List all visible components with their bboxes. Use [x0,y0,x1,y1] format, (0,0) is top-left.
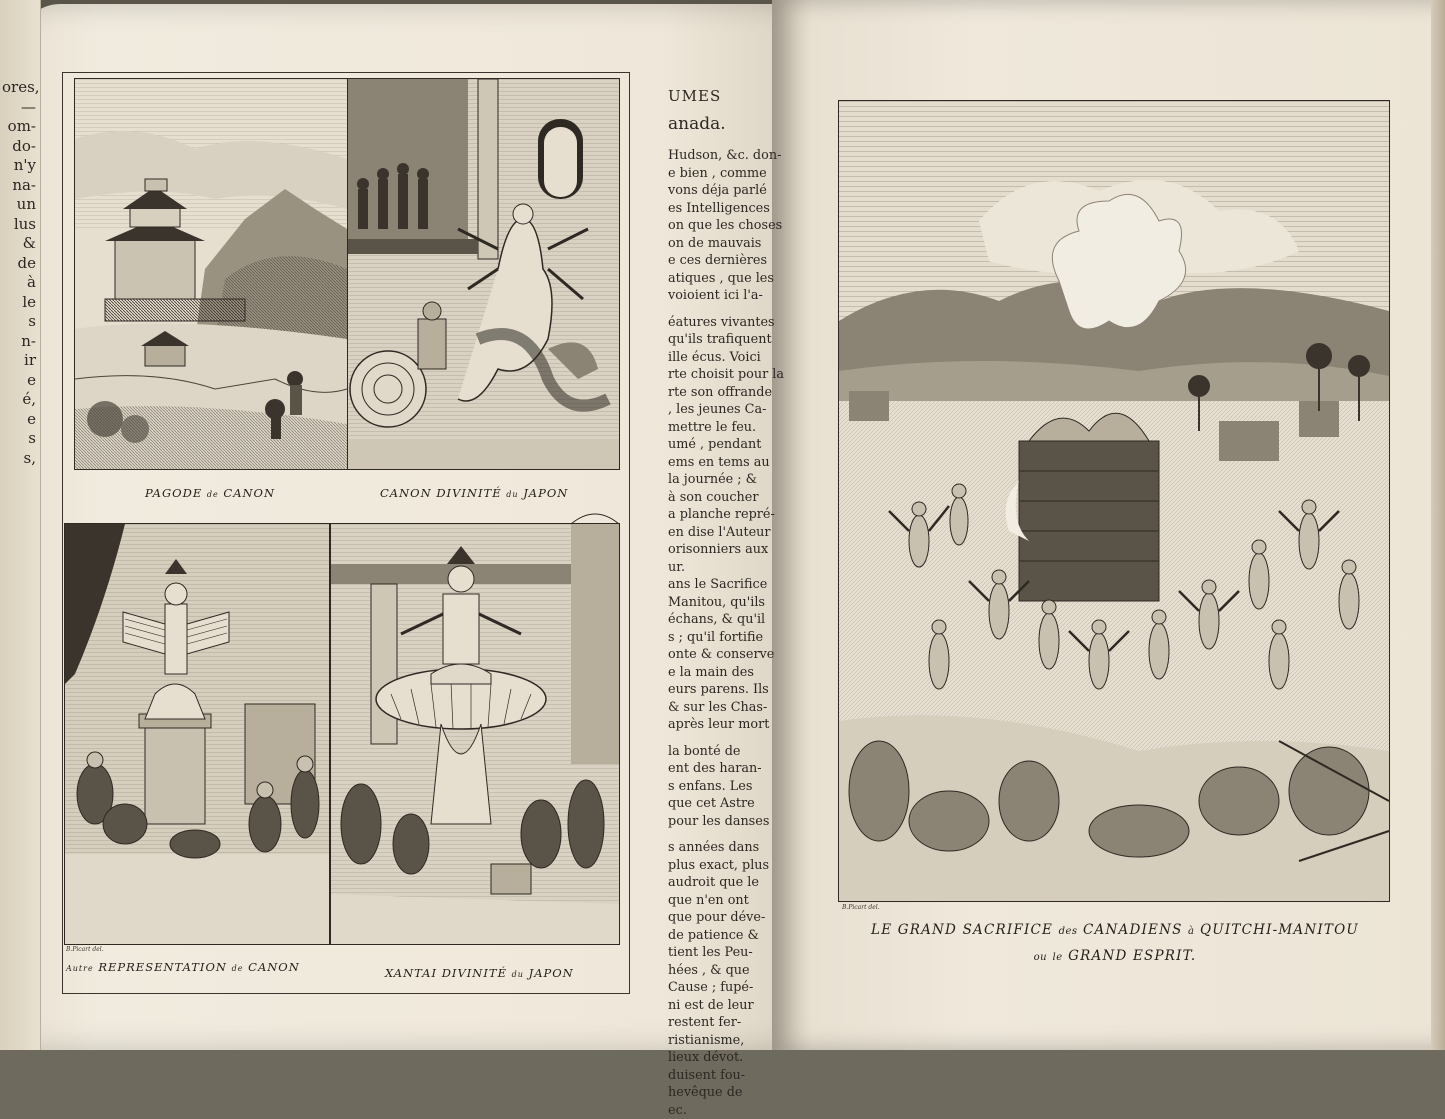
text-line: umé , pendant [668,436,786,454]
edge-text-line: om- [2,117,36,137]
edge-text-line: s [2,312,36,332]
text-line: après leur mort [668,716,786,734]
text-line: ems en tems au [668,454,786,472]
edge-text-line: ores, [2,78,36,98]
text-line: rte choisit pour la [668,366,786,384]
engraving-grand-sacrifice [838,100,1390,902]
text-line: plus exact, plus [668,857,786,875]
text-line: Hudson, &c. don- [668,147,786,165]
edge-text-line: — [2,98,36,118]
text-line: vons déja parlé [668,182,786,200]
edge-text-line: s [2,429,36,449]
left-page-edge [0,0,41,1050]
text-line: que n'en ont [668,892,786,910]
paragraph-4 [668,743,786,831]
edge-text-line: un [2,195,36,215]
caption-grand-sacrifice: LE GRAND SACRIFICE des CANADIENS à QUITCHI-MANITOU ou le GRAND ESPRIT. [820,918,1410,970]
text-line: e bien , comme [668,165,786,183]
text-line: ille écus. Voici [668,349,786,367]
text-line: ec. [668,1102,786,1119]
text-line: a planche repré- [668,506,786,524]
edge-text-line: le [2,293,36,313]
edge-text-line: lus [2,215,36,235]
text-line: restent fer- [668,1014,786,1032]
text-line: orisonniers aux [668,541,786,559]
text-line: que cet Astre [668,795,786,813]
text-line: audroit que le [668,874,786,892]
edge-text-line: e [2,410,36,430]
text-line: Cause ; fupé- [668,979,786,997]
text-line: la journée ; & [668,471,786,489]
paragraph-1 [668,147,786,305]
text-line: hées , & que [668,962,786,980]
edge-text-line: & [2,234,36,254]
text-line: de patience & [668,927,786,945]
text-line: qu'ils trafiquent [668,331,786,349]
engraver-signature-right: B.Picart del. [842,904,880,911]
text-line: échans, & qu'il [668,611,786,629]
column-subheading: anada. [668,116,786,134]
edge-text-line: ir [2,351,36,371]
text-line: voioient ici l'a- [668,287,786,305]
text-line: s enfans. Les [668,778,786,796]
paragraph-2 [668,314,786,577]
text-line: eurs parens. Ils [668,681,786,699]
text-line: ristianisme, [668,1032,786,1050]
text-line: duisent fou- [668,1067,786,1085]
text-line: on que les choses [668,217,786,235]
text-line: e ces dernières [668,252,786,270]
text-line: Manitou, qu'ils [668,594,786,612]
text-line: mettre le feu. [668,419,786,437]
text-line: , les jeunes Ca- [668,401,786,419]
edge-text-line: na- [2,176,36,196]
text-line: que pour déve- [668,909,786,927]
text-line: onte & conserve [668,646,786,664]
text-line: s ; qu'il fortifie [668,629,786,647]
engraver-signature-left: B.Picart del. [66,946,104,953]
text-line: la bonté de [668,743,786,761]
text-line: on de mauvais [668,235,786,253]
text-line: ur. [668,559,786,577]
text-column [668,88,786,908]
edge-text-line: e [2,371,36,391]
engraving-representation [64,523,330,945]
text-line: es Intelligences [668,200,786,218]
edge-text-line: n- [2,332,36,352]
text-line: ent des haran- [668,760,786,778]
text-line: ni est de leur [668,997,786,1015]
edge-text-line: à [2,273,36,293]
caption-xantai: XANTAI DIVINITÉ du JAPON [385,966,574,980]
text-line: & sur les Chas- [668,699,786,717]
caption-representation: Autre REPRESENTATION de CANON [66,960,300,974]
edge-text-line: é, [2,390,36,410]
column-heading: UMES [668,88,786,106]
right-page-edge [1431,0,1445,1050]
text-line: à son coucher [668,489,786,507]
engraving-canon-divinite [347,78,620,470]
text-line: en dise l'Auteur [668,524,786,542]
edge-text-line: de [2,254,36,274]
text-line: lieux dévot. [668,1049,786,1067]
paragraph-3 [668,576,786,734]
text-line: tient les Peu- [668,944,786,962]
text-line: éatures vivantes [668,314,786,332]
text-line: pour les danses [668,813,786,831]
text-line: e la main des [668,664,786,682]
caption-canon-divinite: CANON DIVINITÉ du JAPON [380,486,568,500]
edge-text-line: do- [2,137,36,157]
text-line: hevêque de [668,1084,786,1102]
edge-text-line: n'y [2,156,36,176]
caption-pagode: PAGODE de CANON [145,486,275,500]
text-line: ans le Sacrifice [668,576,786,594]
engraving-pagode [74,78,348,470]
engraving-xantai [330,523,620,945]
text-line: rte son offrande [668,384,786,402]
text-line: atiques , que les [668,270,786,288]
edge-text-line: s, [2,449,36,469]
edge-text [2,78,36,468]
text-line: s années dans [668,839,786,857]
paragraph-5 [668,839,786,1119]
